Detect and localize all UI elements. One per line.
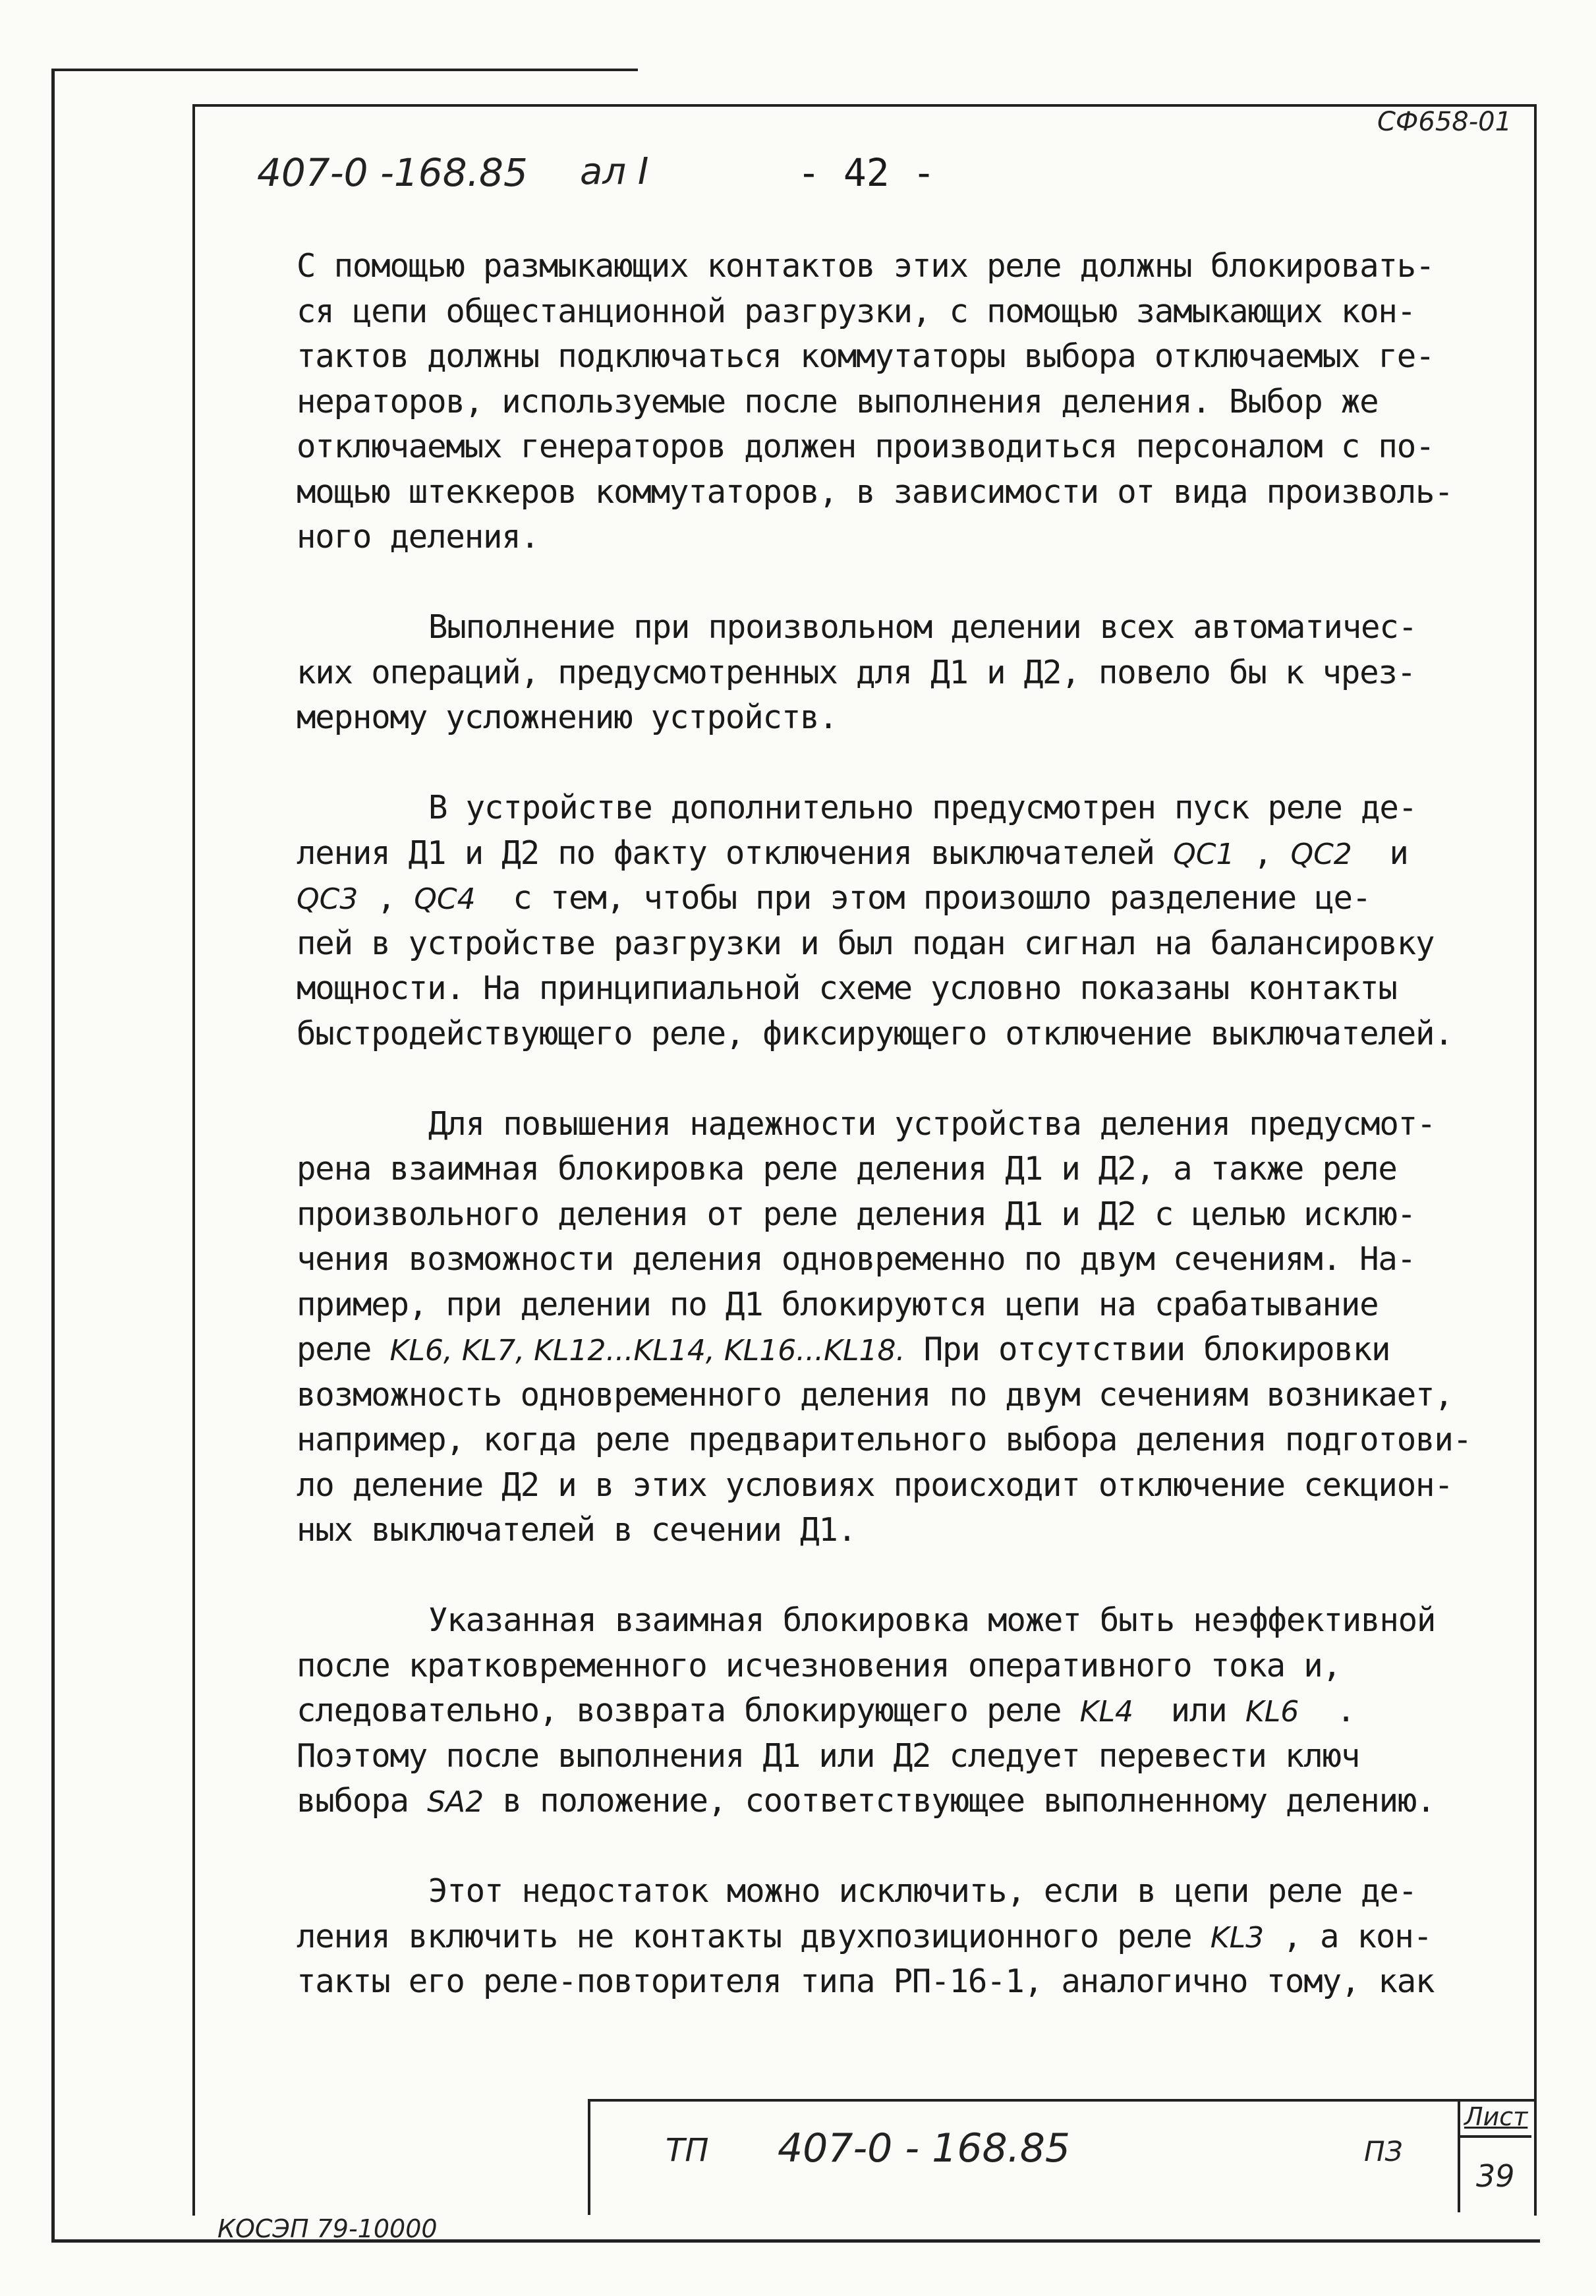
body-text: [297, 244, 1483, 2005]
sheet-label: Лист: [1464, 2102, 1528, 2131]
text-line: мерному усложнению устройств.: [297, 699, 838, 736]
text-line: С помощью размыкающих контактов этих реле должны блокировать-: [297, 247, 1435, 285]
sheet-number: 39: [1476, 2158, 1515, 2194]
text-line: пей в устройстве разгрузки и был подан сигнал на балансировку: [297, 924, 1435, 962]
text-line: реле KL6, KL7, KL12...KL14, KL16...KL18. При отсутствии блокировки: [297, 1331, 1390, 1368]
text-line: ких операций, предусмотренных для Д1 и Д2, повело бы к чрез-: [297, 653, 1416, 691]
text-line: ного деления.: [297, 518, 539, 556]
text-line: рена взаимная блокировка реле деления Д1 и Д2, а также реле: [297, 1150, 1397, 1188]
stamp-tp: ТП: [666, 2132, 709, 2169]
breaker-qc3: QC3: [297, 882, 358, 916]
relay-kl3: KL3: [1210, 1920, 1265, 1955]
text-line: ло деление Д2 и в этих условиях происходит отключение секцион-: [297, 1466, 1453, 1504]
header-album: ал I: [580, 150, 649, 193]
text-line: мощью штеккеров коммутаторов, в зависимости от вида произволь-: [297, 473, 1453, 511]
relay-list: KL6, KL7, KL12...KL14, KL16...KL18.: [389, 1334, 905, 1367]
sheet-divider: [1458, 2135, 1531, 2138]
text-line: ления Д1 и Д2 по факту отключения выключателей QC1 , QC2 и: [297, 834, 1408, 872]
text-line: мощности. На принципиальной схеме условно показаны контакты: [297, 969, 1397, 1007]
relay-kl4: KL4: [1079, 1695, 1134, 1729]
text-line: ных выключателей в сечении Д1.: [297, 1511, 857, 1549]
text-line: отключаемых генераторов должен производиться персоналом с по-: [297, 428, 1435, 465]
text-line: Поэтому после выполнения Д1 или Д2 следует перевести ключ: [297, 1736, 1360, 1775]
text-line: В устройстве дополнительно предусмотрен пуск реле де-: [428, 789, 1417, 826]
archive-code: СФ658-01: [1377, 107, 1512, 137]
text-line: возможность одновременного деления по двум сечениям возникает,: [297, 1375, 1453, 1414]
text-line: произвольного деления от реле деления Д1 и Д2 с целью исклю-: [297, 1195, 1416, 1233]
text-line: Указанная взаимная блокировка может быть неэффективной: [428, 1601, 1436, 1639]
breaker-qc1: QC1: [1173, 837, 1235, 871]
header-doc-code: 407-0 -168.85: [257, 150, 528, 195]
text-line: выбора SA2 в положение, соответствующее выполненному делению.: [297, 1782, 1435, 1820]
text-line: пример, при делении по Д1 блокируются цепи на срабатывание: [297, 1285, 1379, 1323]
text-line: тактов должны подключаться коммутаторы выбора отключаемых ге-: [297, 337, 1435, 375]
text-line: следовательно, возврата блокирующего реле KL4 или KL6 .: [297, 1692, 1355, 1729]
print-code: КОСЭП 79-10000: [217, 2214, 438, 2243]
text-line: Выполнение при произвольном делении всех автоматичес-: [428, 608, 1417, 646]
text-line: после кратковременного исчезновения оперативного тока и,: [297, 1646, 1341, 1684]
text-line: такты его реле-повторителя типа РП-16-1, аналогично тому, как: [297, 1963, 1435, 2000]
text-line: нераторов, используемые после выполнения деления. Выбор же: [297, 382, 1379, 420]
text-line: Для повышения надежности устройства деления предусмот-: [428, 1105, 1436, 1143]
page-number: - 42 -: [797, 150, 936, 195]
relay-kl6: KL6: [1245, 1695, 1299, 1729]
text-line: например, когда реле предварительного выбора деления подготови-: [297, 1421, 1471, 1458]
text-line: ся цепи общестанционной разгрузки, с помощью замыкающих кон-: [297, 292, 1416, 330]
stamp-doc-code: 407-0 - 168.85: [778, 2125, 1071, 2171]
switch-sa2: SA2: [427, 1785, 484, 1819]
breaker-qc2: QC2: [1290, 837, 1352, 871]
breaker-qc4: QC4: [414, 882, 476, 916]
stamp-pz: ПЗ: [1364, 2135, 1403, 2167]
text-line: Этот недостаток можно исключить, если в цепи реле де-: [428, 1872, 1417, 1910]
text-line: быстродействующего реле, фиксирующего отключение выключателей.: [297, 1014, 1453, 1052]
text-line: QC3 , QC4 с тем, чтобы при этом произошло разделение це-: [297, 879, 1371, 917]
text-line: ления включить не контакты двухпозиционного реле KL3 , а кон-: [297, 1917, 1432, 1955]
text-line: чения возможности деления одновременно по двум сечениям. На-: [297, 1240, 1416, 1278]
